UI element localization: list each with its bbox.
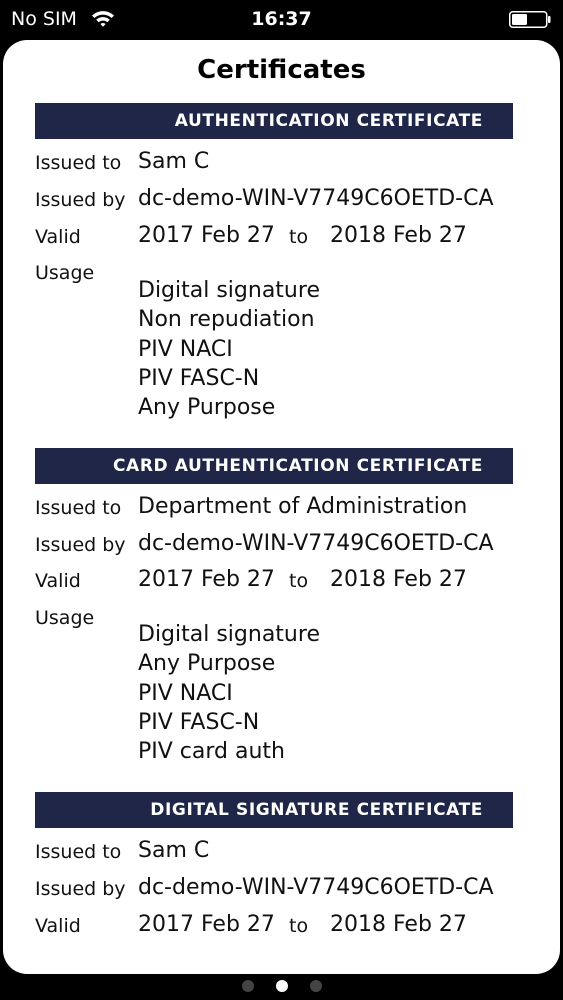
valid-to-value: 2018 Feb 27 bbox=[330, 567, 467, 592]
valid-to-separator: to bbox=[289, 570, 309, 592]
valid-label: Valid bbox=[35, 915, 81, 937]
page-title: Certificates bbox=[197, 55, 366, 85]
usage-label: Usage bbox=[35, 262, 95, 284]
issued-by-label: Issued by bbox=[35, 189, 126, 211]
clock: 16:37 bbox=[251, 8, 312, 30]
page-indicator[interactable] bbox=[0, 980, 563, 994]
section-header-authentication: AUTHENTICATION CERTIFICATE bbox=[35, 103, 513, 139]
valid-label: Valid bbox=[35, 226, 81, 248]
section-header-card-authentication: CARD AUTHENTICATION CERTIFICATE bbox=[35, 448, 513, 484]
page-dot-2[interactable] bbox=[276, 980, 288, 992]
usage-item: Any Purpose bbox=[138, 651, 276, 677]
page-dot-1[interactable] bbox=[242, 980, 254, 992]
usage-item: PIV FASC-N bbox=[138, 709, 260, 735]
usage-item: Any Purpose bbox=[138, 395, 276, 421]
valid-from-value: 2017 Feb 27 bbox=[138, 912, 275, 937]
usage-item: Digital signature bbox=[138, 622, 320, 647]
issued-by-value: dc-demo-WIN-V7749C6OETD-CA bbox=[138, 875, 494, 900]
valid-from-value: 2017 Feb 27 bbox=[138, 223, 275, 248]
issued-to-label: Issued to bbox=[35, 841, 122, 863]
usage-item: PIV card auth bbox=[138, 739, 285, 765]
certificates-card[interactable] bbox=[3, 40, 560, 974]
issued-to-label: Issued to bbox=[35, 497, 122, 519]
valid-label: Valid bbox=[35, 570, 81, 592]
issued-to-label: Issued to bbox=[35, 152, 122, 174]
usage-item: Digital signature bbox=[138, 278, 320, 303]
usage-item: PIV NACI bbox=[138, 336, 233, 362]
status-bar bbox=[0, 0, 563, 38]
usage-item: PIV NACI bbox=[138, 680, 233, 706]
valid-to-value: 2018 Feb 27 bbox=[330, 223, 467, 248]
issued-to-value: Department of Administration bbox=[138, 494, 468, 519]
usage-label: Usage bbox=[35, 607, 95, 629]
usage-list bbox=[138, 620, 320, 766]
battery-icon bbox=[509, 11, 551, 28]
issued-by-label: Issued by bbox=[35, 534, 126, 556]
carrier-label: No SIM bbox=[11, 8, 77, 30]
usage-item: Non repudiation bbox=[138, 307, 315, 333]
page-dot-3[interactable] bbox=[310, 980, 322, 992]
valid-from-value: 2017 Feb 27 bbox=[138, 567, 275, 592]
valid-to-separator: to bbox=[289, 226, 309, 248]
valid-to-separator: to bbox=[289, 915, 309, 937]
issued-to-value: Sam C bbox=[138, 838, 210, 863]
valid-to-value: 2018 Feb 27 bbox=[330, 912, 467, 937]
section-header-digital-signature: DIGITAL SIGNATURE CERTIFICATE bbox=[35, 792, 513, 828]
issued-by-label: Issued by bbox=[35, 878, 126, 900]
usage-list bbox=[138, 276, 320, 422]
issued-by-value: dc-demo-WIN-V7749C6OETD-CA bbox=[138, 531, 494, 556]
usage-item: PIV FASC-N bbox=[138, 365, 260, 391]
issued-by-value: dc-demo-WIN-V7749C6OETD-CA bbox=[138, 186, 494, 211]
issued-to-value: Sam C bbox=[138, 149, 210, 174]
